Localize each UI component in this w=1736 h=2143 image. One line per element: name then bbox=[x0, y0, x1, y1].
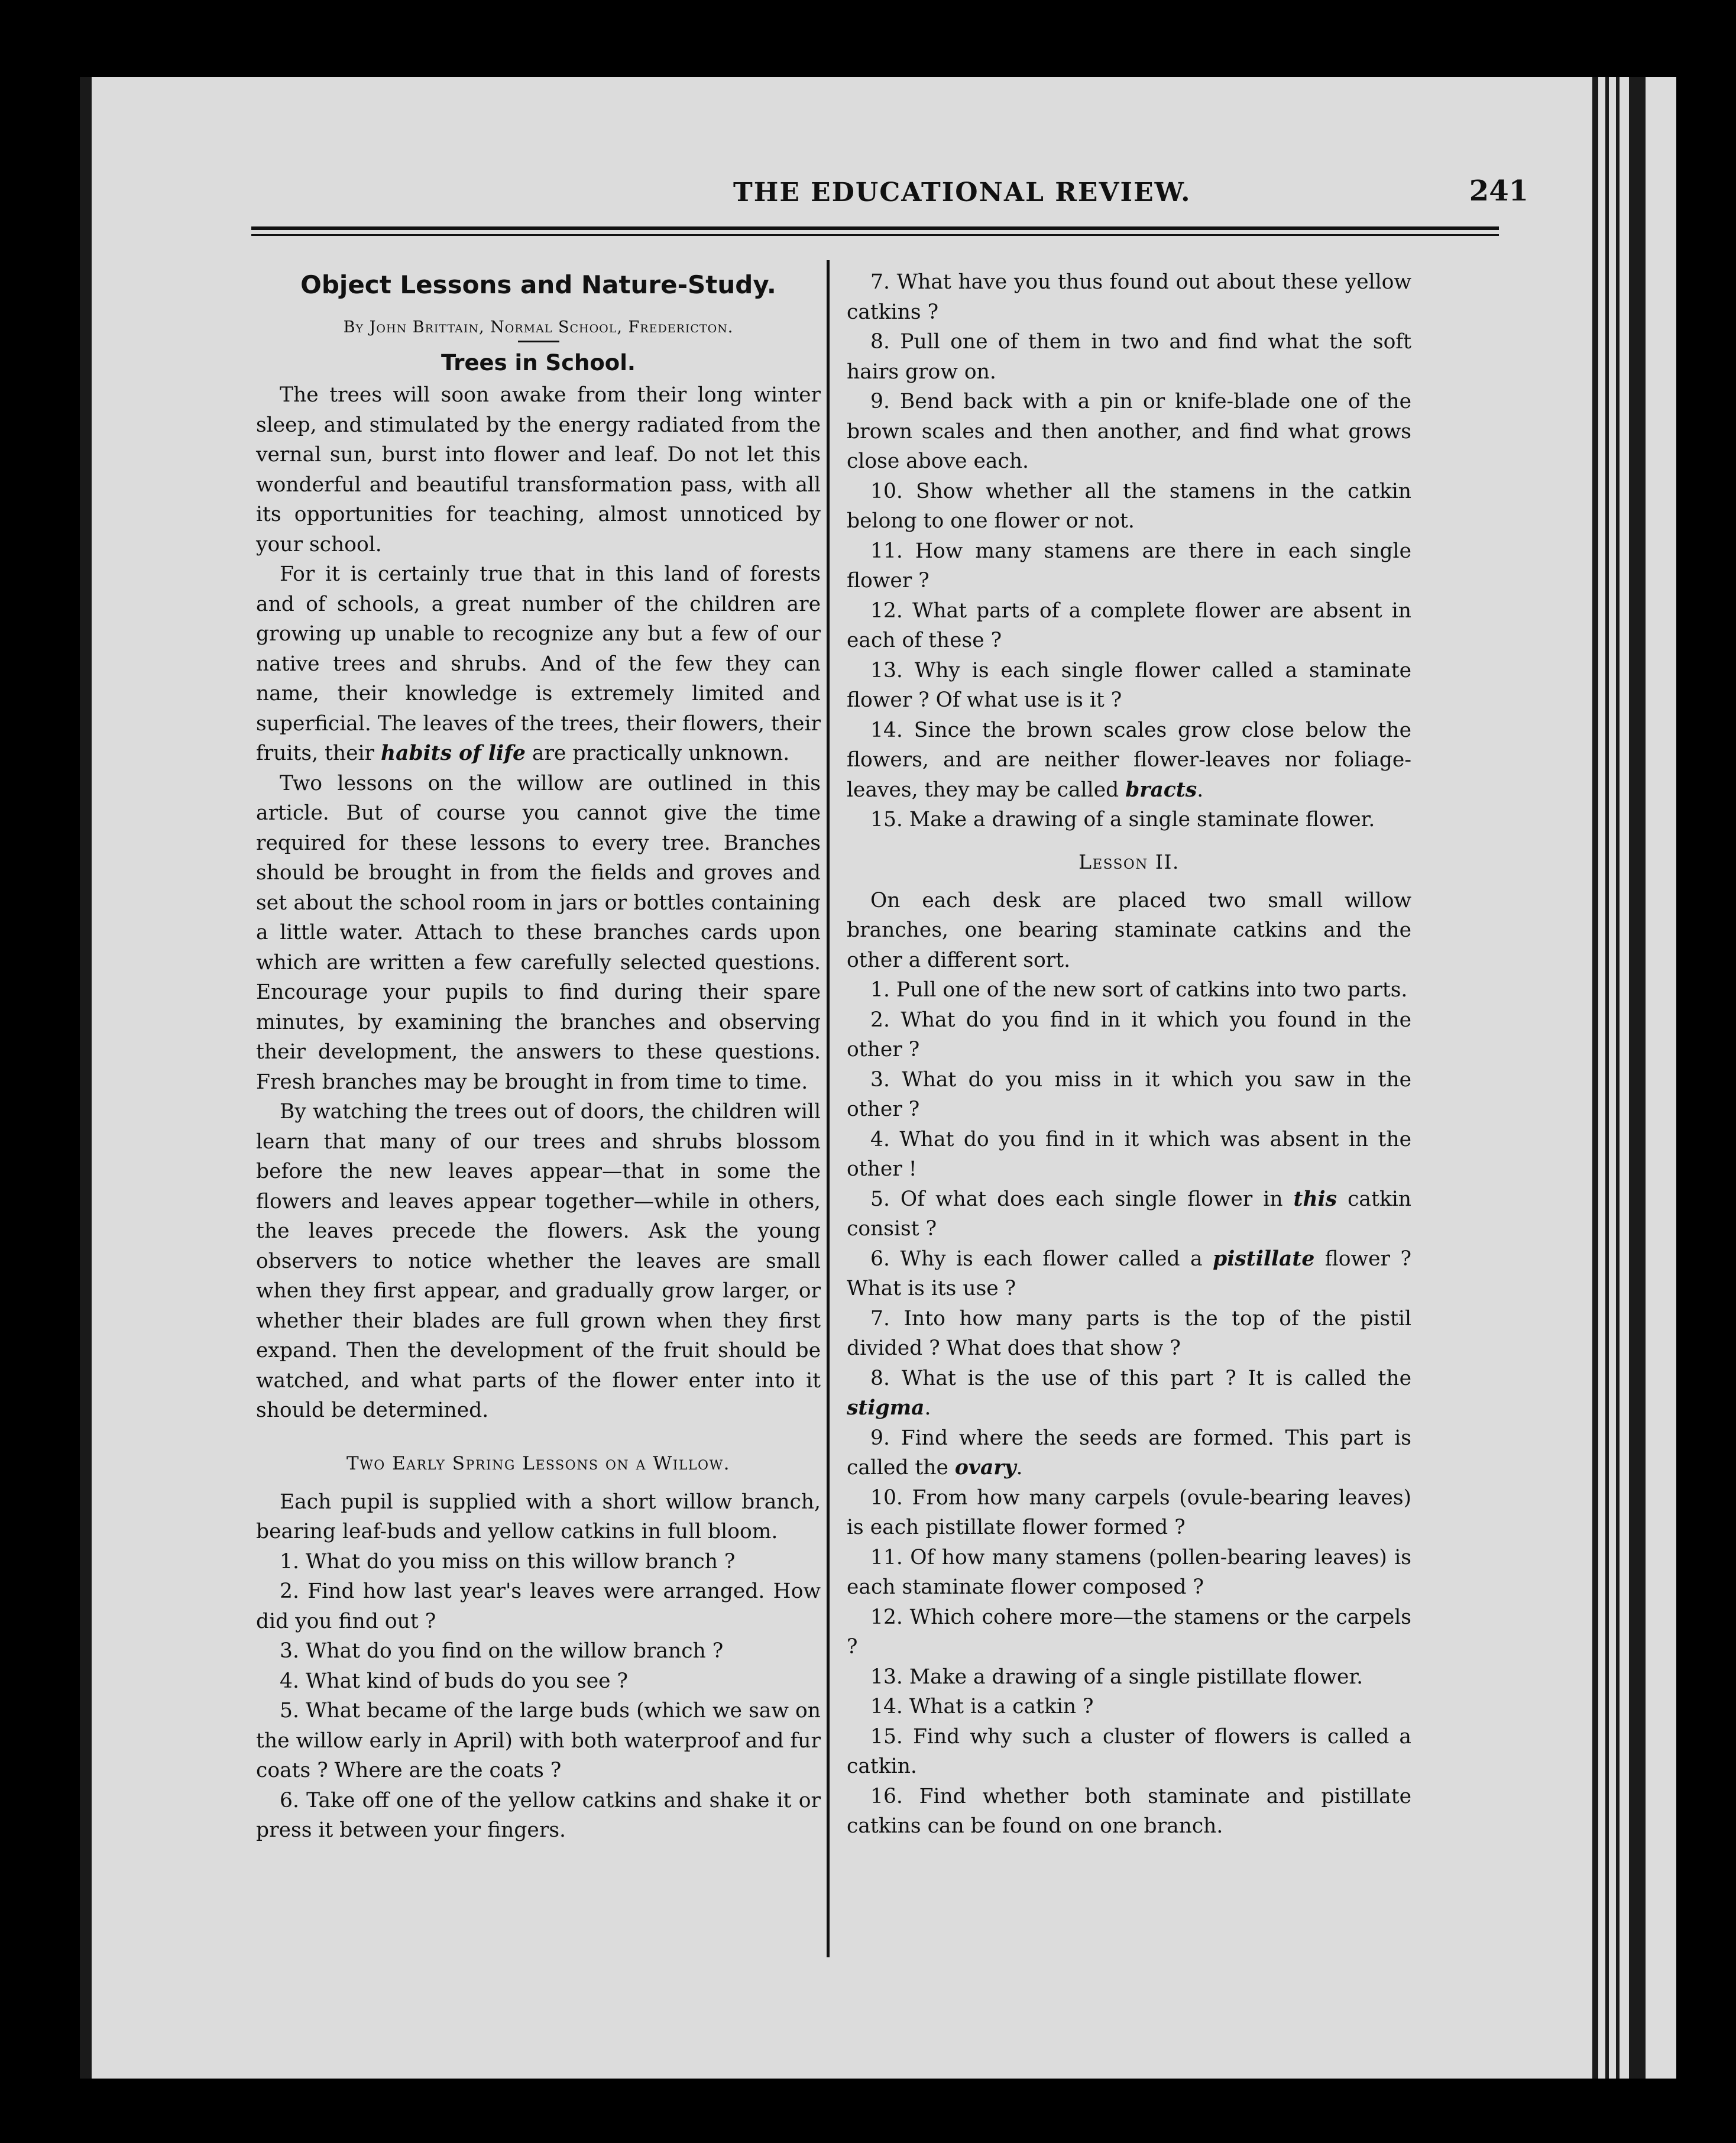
question-item: 2. Find how last year's leaves were arranged. How did you find out ? bbox=[256, 1579, 821, 1633]
emphasis: stigma bbox=[847, 1396, 925, 1420]
question-item: 14. Since the brown scales grow close below the flowers, and are neither flower-leaves nor foliage-leaves, they may be called bracts. bbox=[847, 718, 1411, 802]
question-item: 8. What is the use of this part ? It is called the stigma. bbox=[847, 1366, 1411, 1420]
lesson-intro: Each pupil is supplied with a short willow branch, bearing leaf-buds and yellow catkins in full bloom. bbox=[256, 1490, 821, 1543]
short-rule bbox=[518, 341, 559, 342]
left-column bbox=[256, 267, 821, 1846]
question-item: 1. What do you miss on this willow branch ? bbox=[280, 1549, 736, 1574]
emphasis: bracts bbox=[1125, 778, 1197, 802]
running-title: THE EDUCATIONAL REVIEW. bbox=[733, 177, 1191, 208]
page-edge-rules bbox=[1592, 77, 1646, 2079]
question-item: 14. What is a catkin ? bbox=[870, 1695, 1094, 1718]
question-item: 7. What have you thus found out about these yellow catkins ? bbox=[847, 270, 1411, 324]
question-item: 15. Find why such a cluster of flowers is called a catkin. bbox=[847, 1724, 1411, 1778]
scan-frame bbox=[44, 44, 1694, 2090]
question-item: 3. What do you find on the willow branch ? bbox=[280, 1639, 724, 1663]
page-number: 241 bbox=[1469, 174, 1528, 208]
question-item: 9. Bend back with a pin or knife-blade one of the brown scales and then another, and find what grows close above each. bbox=[847, 390, 1411, 473]
question-item: 3. What do you miss in it which you saw in the other ? bbox=[847, 1067, 1411, 1121]
question-item: 10. From how many carpels (ovule-bearing leaves) is each pistillate flower formed ? bbox=[847, 1485, 1411, 1539]
emphasis: ovary bbox=[954, 1456, 1016, 1480]
paragraph: By watching the trees out of doors, the children will learn that many of our trees and shrubs blossom before the new leaves appear—that in some the flowers and leaves appear together—while in others, the leaves precede the flowers. Ask the young observers to notice whether the leaves are small when they first appear, and gradually grow larger, or whether their blades are full grown when they first expand. Then the development of the fruit should be watched, and what parts of the flower enter into it should be determined. bbox=[256, 1100, 821, 1422]
section-title: Trees in School. bbox=[441, 350, 636, 375]
question-item: 12. Which cohere more—the stamens or the carpels ? bbox=[847, 1605, 1411, 1659]
question-item: 9. Find where the seeds are formed. This part is called the ovary. bbox=[847, 1426, 1411, 1480]
question-item: 4. What do you find in it which was absent in the other ! bbox=[847, 1127, 1411, 1181]
paragraph: The trees will soon awake from their long winter sleep, and stimulated by the energy radiated from the vernal sun, burst into flower and leaf. Do not let this wonderful and beautiful transformation pass, with all its opportunities for teaching, almost unnoticed by your school. bbox=[256, 383, 821, 556]
question-item: 8. Pull one of them in two and find what the soft hairs grow on. bbox=[847, 330, 1411, 384]
emphasis: habits of life bbox=[381, 742, 526, 765]
question-item: 1. Pull one of the new sort of catkins into two parts. bbox=[870, 978, 1408, 1002]
paragraph: Two lessons on the willow are outlined in this article. But of course you cannot give the time required for these lessons to every tree. Branches should be brought in from the fields and groves and set about the school room in jars or bottles containing a little water. Attach to these branches cards upon which are written a few carefully selected questions. Encourage your pupils to find during their spare minutes, by examining the branches and observing their development, the answers to these questions. Fresh branches may be brought in from time to time. bbox=[256, 771, 821, 1094]
question-item: 11. How many stamens are there in each single flower ? bbox=[847, 539, 1411, 593]
question-item: 11. Of how many stamens (pollen-bearing leaves) is each staminate flower composed ? bbox=[847, 1545, 1411, 1599]
byline: By John Brittain, Normal School, Fredericton. bbox=[343, 318, 734, 336]
question-item: 4. What kind of buds do you see ? bbox=[280, 1669, 629, 1693]
binding-edge bbox=[80, 77, 92, 2079]
column-divider bbox=[827, 260, 830, 1957]
question-item: 15. Make a drawing of a single staminate flower. bbox=[870, 808, 1375, 831]
lessons-heading: Two Early Spring Lessons on a Willow. bbox=[346, 1452, 731, 1474]
question-item: 5. Of what does each single flower in this catkin consist ? bbox=[847, 1187, 1411, 1241]
article-title: Object Lessons and Nature-Study. bbox=[300, 270, 776, 299]
question-item: 5. What became of the large buds (which we saw on the willow early in April) with both waterproof and fur coats ? Where are the coats ? bbox=[256, 1699, 821, 1782]
question-item: 2. What do you find in it which you found in the other ? bbox=[847, 1008, 1411, 1061]
scanned-page bbox=[80, 77, 1676, 2079]
emphasis: this bbox=[1293, 1187, 1337, 1211]
question-item: 7. Into how many parts is the top of the pistil divided ? What does that show ? bbox=[847, 1306, 1411, 1360]
question-item: 6. Take off one of the yellow catkins and shake it or press it between your fingers. bbox=[256, 1788, 821, 1842]
lesson-intro: On each desk are placed two small willow branches, one bearing staminate catkins and the other a different sort. bbox=[847, 888, 1411, 972]
question-item: 12. What parts of a complete flower are absent in each of these ? bbox=[847, 598, 1411, 652]
lesson-2-heading: Lesson II. bbox=[1078, 850, 1180, 873]
question-item: 10. Show whether all the stamens in the catkin belong to one flower or not. bbox=[847, 479, 1411, 533]
emphasis: pistillate bbox=[1213, 1247, 1315, 1271]
question-item: 6. Why is each flower called a pistillate flower ? What is its use ? bbox=[847, 1247, 1412, 1300]
question-item: 16. Find whether both staminate and pistillate catkins can be found on one branch. bbox=[847, 1784, 1411, 1838]
question-item: 13. Why is each single flower called a staminate flower ? Of what use is it ? bbox=[847, 658, 1411, 712]
header-rule bbox=[251, 226, 1499, 236]
page-header bbox=[260, 163, 1531, 210]
right-column bbox=[847, 267, 1411, 1841]
paragraph: For it is certainly true that in this land of forests and of schools, a great number of the children are growing up unable to recognize any but a few of our native trees and shrubs. And of the few they can name, their knowledge is extremely limited and superficial. The leaves of the trees, their flowers, their fruits, their habits of life are practically unknown. bbox=[256, 562, 821, 765]
question-item: 13. Make a drawing of a single pistillate flower. bbox=[870, 1665, 1363, 1689]
